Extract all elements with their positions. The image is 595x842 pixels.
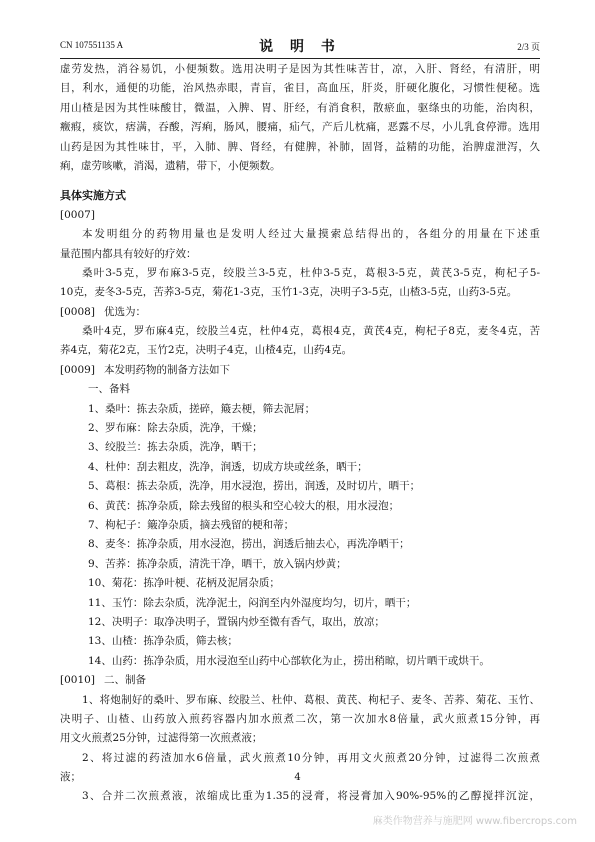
prep-item: 14、山药：拣净杂质，用水浸泡至山药中心部软化为止，捞出稍晾，切片晒干或烘干。: [88, 654, 490, 667]
prep-item: 5、葛根：拣去杂质，洗净，用水浸泡，捞出，润透，及时切片，晒干；: [88, 480, 421, 493]
paragraph-title: 优选为：: [104, 305, 146, 318]
paragraph-line: 决明子、山楂、山药放入煎药容器内加水煎煮二次，第一次加水8倍量，武火煎煮15分钟，再: [60, 712, 540, 725]
document-title: 说 明 书: [259, 39, 341, 55]
page-header: [60, 36, 540, 54]
paragraph-line: 用文火煎煮25分钟，过滤得第一次煎煮液；: [60, 732, 263, 745]
dosage-line: 10克，麦冬3-5克，苦荞3-5克，菊花1-3克，玉竹1-3克，决明子3-5克，山楂3-5克，山药3-5克。: [60, 286, 518, 299]
paragraph-number: [0010]: [60, 674, 95, 687]
prep-item: 1、桑叶：拣去杂质，搓碎，簸去梗，筛去泥屑；: [88, 402, 316, 415]
section-heading: 具体实施方式: [60, 189, 126, 203]
intro-line: 虚劳发热，消谷易饥，小便频数。选用决明子是因为其性味苦甘，凉，入肝、肾经，有清肝，明: [60, 63, 540, 75]
prep-item: 13、山楂：拣净杂质，筛去核；: [88, 635, 238, 648]
paragraph-heading-row: [60, 361, 540, 380]
paragraph-title: 本发明药物的制备方法如下: [104, 363, 230, 376]
document-body: [60, 60, 540, 807]
paragraph-line: 3、合并二次煎煮液，浓缩成比重为1.35的浸膏，将浸膏加入90%-95%的乙醇搅拌沉淀，: [82, 790, 540, 803]
prep-item: 7、枸杞子：簸净杂质，摘去残留的梗和蒂；: [88, 518, 295, 531]
prep-item: 3、绞股兰：拣去杂质，洗净，晒干；: [88, 441, 263, 454]
intro-line: 目，利水，通便的功能，治风热赤眼，青盲，雀目，高血压，肝炎，肝硬化腹化，习惯性便秘。选: [60, 82, 540, 95]
page-indicator: 2/3 页: [517, 42, 540, 52]
page-number: 4: [294, 772, 301, 783]
paragraph-line: 本发明组分的药物用量也是发明人经过大量摸索总结得出的，各组分的用量在下述重: [82, 228, 540, 241]
paragraph-line: 荞4克，菊花2克，玉竹2克，决明子4克，山楂4克，山药4克。: [60, 344, 353, 357]
prep-item: 4、杜仲：刮去粗皮，洗净，润透，切成方块或丝条，晒干；: [88, 460, 368, 473]
intro-line: 用山楂是因为其性味酸甘，微温，入脾、胃、肝经，有消食积，散瘀血，驱绦虫的功能，治肉积，: [60, 101, 540, 114]
paragraph-line: 液；: [60, 771, 81, 784]
dosage-line: 桑叶3-5克，罗布麻3-5克，绞股兰3-5克，杜仲3-5克，葛根3-5克，黄芪3-5克，枸杞子5-: [82, 266, 540, 279]
paragraph-number: [0007]: [60, 208, 95, 221]
paragraph-heading-row: [60, 671, 540, 690]
paragraph-line: 1、将炮制好的桑叶、罗布麻、绞股兰、杜仲、葛根、黄芪、枸杞子、麦冬、苦荞、菊花、玉竹、: [82, 693, 540, 706]
prep-item: 8、麦冬：拣净杂质，用水浸泡，捞出，润透后抽去心，再洗净晒干；: [88, 538, 410, 551]
prep-item: 6、黄芪：拣净杂质，除去残留的根头和空心较大的根，用水浸泡；: [88, 499, 400, 512]
intro-line: 癥瘕，痰饮，痞满，吞酸，泻痢，肠风，腰痛，疝气，产后儿枕痛，恶露不尽，小儿乳食停滞。选用: [60, 121, 540, 134]
paragraph-line: 桑叶4克，罗布麻4克，绞股兰4克，杜仲4克，葛根4克，黄芪4克，枸杞子8克，麦冬4克，苦: [82, 325, 540, 338]
paragraph-title: 二、制备: [104, 674, 146, 687]
prep-item: 12、决明子：取净决明子，置锅内炒至微有香气，取出，放凉；: [88, 615, 385, 628]
prep-item: 9、苦荞：拣净杂质，清洗干净，晒干，放入锅内炒黄；: [88, 557, 347, 570]
prep-item: 11、玉竹：除去杂质，洗净泥土，闷润至内外湿度均匀，切片，晒干；: [88, 596, 417, 609]
paragraph-number: [0008]: [60, 305, 95, 318]
paragraph-line: 2、将过滤的药渣加水6倍量，武火煎煮10分钟，再用文火煎煮20分钟，过滤得二次煎煮: [82, 751, 540, 764]
paragraph-line: 量范围内都具有较好的疗效：: [60, 247, 197, 260]
patent-number: CN 107551135 A: [60, 40, 124, 50]
intro-line: 痢，虚劳咳嗽，消渴，遗精，带下，小便频数。: [60, 159, 281, 172]
subsection-title: 一、备料: [88, 383, 130, 396]
header-divider: [60, 58, 540, 59]
paragraph-number: [0009]: [60, 363, 95, 376]
prep-item: 10、菊花：拣净叶梗、花柄及泥屑杂质；: [88, 577, 280, 590]
paragraph-heading-row: [60, 303, 540, 322]
intro-line: 山药是因为其性味甘，平，入肺、脾、肾经，有健脾，补肺，固肾，益精的功能，治脾虚泄泻，久: [60, 140, 540, 153]
watermark-text: 麻类作物营养与施肥网 www.fibercrops.com: [372, 816, 577, 827]
prep-item: 2、罗布麻：除去杂质，洗净，干燥；: [88, 422, 263, 435]
